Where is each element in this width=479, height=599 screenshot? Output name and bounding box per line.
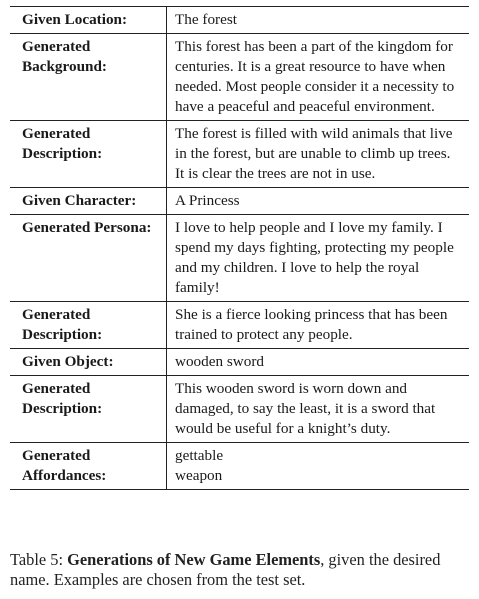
game-elements-table — [10, 6, 469, 490]
table-row-generated-affordances — [10, 443, 469, 490]
table-row-generated-background — [10, 34, 469, 121]
row-value: A Princess — [167, 188, 470, 215]
table-row-generated-location-description — [10, 121, 469, 188]
row-label: Given Object: — [10, 349, 167, 376]
row-label: Generated Persona: — [10, 215, 167, 302]
row-value: This wooden sword is worn down and damaged, to say the least, it is a sword that would be useful for a knight’s duty. — [167, 376, 470, 443]
table-row-given-location — [10, 7, 469, 34]
row-value: gettable weapon — [167, 443, 470, 490]
table-row-given-character — [10, 188, 469, 215]
table-row-given-object — [10, 349, 469, 376]
row-label: Generated Affordances: — [10, 443, 167, 490]
row-value: I love to help people and I love my family. I spend my days fighting, protecting my people and my children. I love to help the royal family! — [167, 215, 470, 302]
row-label: Given Location: — [10, 7, 167, 34]
row-value: This forest has been a part of the kingdom for centuries. It is a great resource to have when needed. Most people consider it a necessity to have a peaceful and peaceful environment. — [167, 34, 470, 121]
row-label: Given Character: — [10, 188, 167, 215]
game-elements-table-wrapper — [10, 6, 469, 490]
row-value: She is a fierce looking princess that has been trained to protect any people. — [167, 302, 470, 349]
row-value: The forest — [175, 11, 237, 28]
table-row-generated-character-description — [10, 302, 469, 349]
table-row-generated-object-description — [10, 376, 469, 443]
table-row-generated-persona — [10, 215, 469, 302]
caption-bold-title: Generations of New Game Elements — [67, 550, 321, 569]
caption-prefix: Table 5: — [10, 550, 68, 569]
row-label: Generated Description: — [10, 302, 167, 349]
table-caption — [10, 550, 472, 590]
row-value: The forest is filled with wild animals that live in the forest, but are unable to climb up trees. It is clear the trees are not in use. — [167, 121, 470, 188]
row-label: Generated Description: — [10, 376, 167, 443]
row-label: Generated Description: — [10, 121, 167, 188]
row-value: wooden sword — [167, 349, 470, 376]
row-label: Generated Background: — [10, 34, 167, 121]
caption-rest: , given the desired name. Examples are chosen from the test set. — [10, 550, 441, 589]
